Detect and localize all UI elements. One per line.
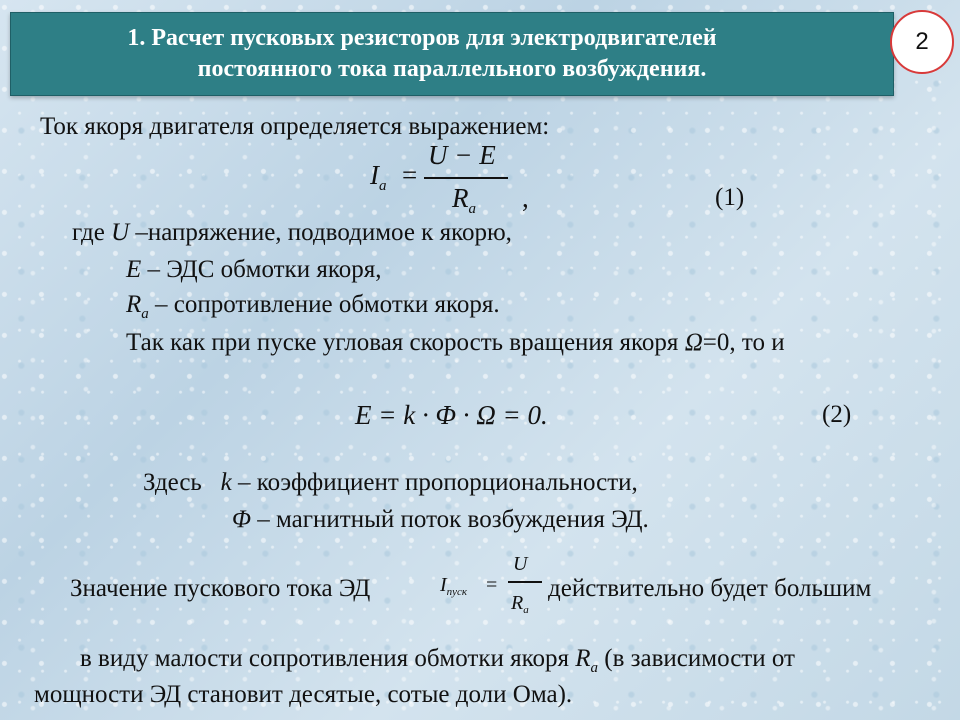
definition-phi: Φ – магнитный поток возбуждения ЭД. [232,506,649,533]
eq3-denominator: $R_a$ [511,592,529,616]
definition-u: где U –напряжение, подводимое к якорю, [72,219,512,246]
eq3-equals: = [486,574,498,596]
starting-current-text: Значение пускового тока ЭД [70,575,371,602]
title-line-2: постоянного тока параллельного возбуждения. [197,56,707,82]
eq1-fraction-bar [424,177,508,179]
eq1-number: (1) [715,184,745,211]
eq1-equals: = [402,160,418,190]
title-line-1: 1. Расчет пусковых резисторов для электродвигателей [127,25,717,51]
eq2-number: (2) [822,401,852,428]
reason-text-line-1: в виду малости сопротивления обмотки якоря $R_a$ (в зависимости от [80,645,795,676]
eq1-lhs: $I_a$ [370,160,387,194]
slide-number-badge: 2 [890,10,954,74]
equation-2: E = k · Φ · Ω = 0. [355,400,548,430]
starting-current-conclusion: действительно будет большим [548,575,872,602]
definition-r: $R_a$ – сопротивление обмотки якоря. [126,291,500,322]
eq3-lhs: $I_{пуск}$ [440,574,468,598]
eq1-denominator: $R_a$ [452,183,476,217]
eq3-numerator: U [513,553,528,575]
eq3-fraction-bar [508,581,542,583]
slide-title [10,12,894,96]
eq1-comma: , [522,183,529,213]
reason-text-line-2: мощности ЭД становит десятые, сотые доли Ома). [34,681,573,708]
eq1-numerator: U − E [428,140,496,170]
intro-text: Ток якоря двигателя определяется выражением: [40,113,550,140]
start-condition-text: Так как при пуске угловая скорость вращения якоря Ω=0, то и [126,329,785,356]
definition-k: Здесь k – коэффициент пропорциональности, [143,469,638,496]
definition-e: E – ЭДС обмотки якоря, [126,256,382,283]
